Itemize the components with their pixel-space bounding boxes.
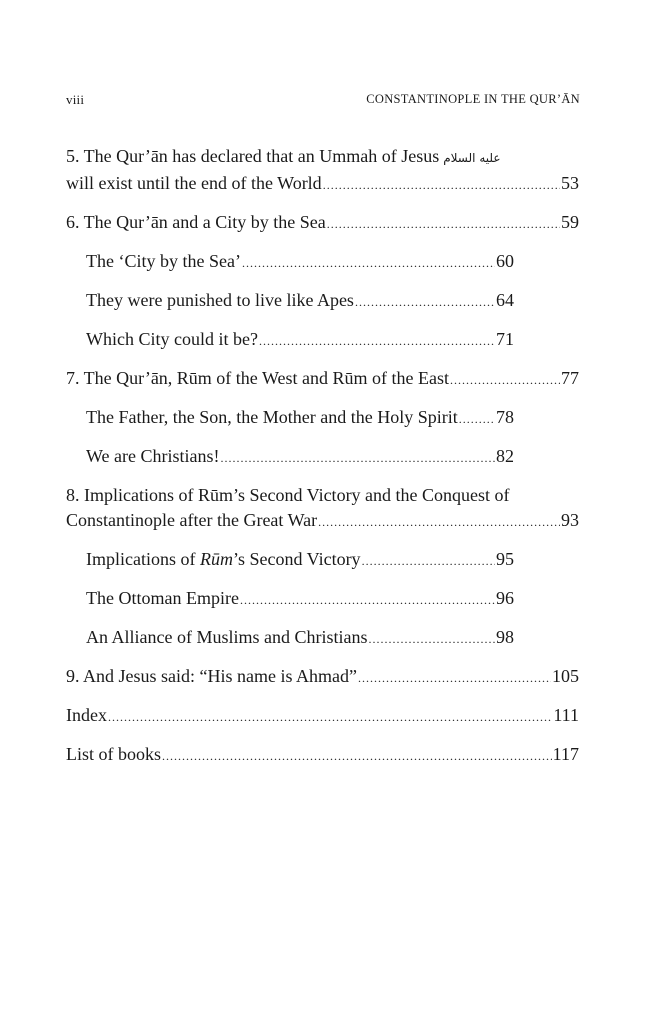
toc-entry-8b[interactable] [66, 586, 514, 613]
toc-entry-7[interactable] [66, 366, 579, 393]
toc-entry-5[interactable] [66, 144, 579, 198]
toc-entry-9-page: 105 [552, 666, 579, 686]
toc-entry-6c[interactable] [66, 327, 514, 354]
toc-entry-5-title-cont: will exist until the end of the World [66, 173, 322, 193]
dot-leader [450, 368, 560, 393]
running-title: CONSTANTINOPLE IN THE QUR’ĀN [366, 92, 580, 106]
toc-entry-7b-title: We are Christians! [86, 446, 220, 466]
page-header [66, 92, 580, 112]
toc-entry-6b-page: 64 [496, 290, 514, 310]
toc-entry-7b[interactable] [66, 444, 514, 471]
toc-entry-5-page: 53 [561, 173, 579, 193]
toc-entry-books-title: List of books [66, 744, 162, 764]
toc-entry-7a[interactable] [66, 405, 514, 432]
table-of-contents [66, 144, 579, 769]
toc-entry-5-title: 5. The Qur’ān has declared that an Ummah of Jesus [66, 146, 440, 166]
toc-entry-7a-page: 78 [496, 407, 514, 427]
dot-leader [318, 510, 560, 535]
dot-leader [459, 407, 495, 432]
toc-entry-8a[interactable] [66, 547, 514, 574]
toc-entry-index-page: 111 [553, 705, 579, 725]
toc-entry-index[interactable] [66, 703, 579, 730]
toc-entry-8a-title [86, 547, 361, 572]
toc-entry-6a[interactable] [66, 249, 514, 276]
toc-entry-8a-title-pre: Implications of [86, 549, 200, 569]
page-folio: viii [66, 92, 85, 107]
toc-entry-6b-title: They were punished to live like Apes [86, 290, 354, 310]
dot-leader [368, 627, 495, 652]
toc-entry-8c[interactable] [66, 625, 514, 652]
toc-entry-9-title: 9. And Jesus said: “His name is Ahmad” [66, 666, 357, 686]
toc-entry-6-title: 6. The Qur’ān and a City by the Sea [66, 212, 326, 232]
dot-leader [108, 705, 552, 730]
toc-entry-8a-page: 95 [496, 549, 514, 569]
toc-entry-6c-page: 71 [496, 329, 514, 349]
toc-entry-8a-title-italic: Rūm [199, 549, 233, 569]
toc-entry-8b-page: 96 [496, 588, 514, 608]
toc-entry-8-page: 93 [561, 510, 579, 530]
toc-entry-8a-title-post: ’s Second Victory [232, 549, 361, 569]
toc-entry-7b-page: 82 [496, 446, 514, 466]
toc-entry-5-line-1 [66, 144, 579, 171]
toc-entry-8-line-1 [66, 483, 579, 508]
dot-leader [259, 329, 495, 354]
toc-entry-6b[interactable] [66, 288, 514, 315]
toc-entry-7-page: 77 [561, 368, 579, 388]
toc-entry-8c-page: 98 [496, 627, 514, 647]
dot-leader [355, 290, 495, 315]
dot-leader [162, 744, 552, 769]
dot-leader [327, 212, 560, 237]
toc-entry-8[interactable] [66, 483, 579, 535]
toc-entry-8c-title: An Alliance of Muslims and Christians [86, 627, 368, 647]
dot-leader [240, 588, 495, 613]
toc-entry-8-title-cont: Constantinople after the Great War [66, 510, 318, 530]
toc-entry-6c-title: Which City could it be? [86, 329, 258, 349]
toc-entry-8-title: 8. Implications of Rūm’s Second Victory and the Conquest of [66, 485, 510, 505]
toc-entry-9[interactable] [66, 664, 579, 691]
dot-leader [323, 173, 560, 198]
toc-entry-books[interactable] [66, 742, 579, 769]
toc-entry-6a-page: 60 [496, 251, 514, 271]
toc-entry-8b-title: The Ottoman Empire [86, 588, 239, 608]
toc-entry-6a-title: The ‘City by the Sea’ [86, 251, 241, 271]
toc-entry-7-title: 7. The Qur’ān, Rūm of the West and Rūm of the East [66, 368, 449, 388]
toc-entry-6-page: 59 [561, 212, 579, 232]
dot-leader [221, 446, 495, 471]
dot-leader [358, 666, 551, 691]
toc-entry-5-line-2 [66, 171, 579, 198]
toc-entry-index-title: Index [66, 705, 107, 725]
toc-entry-books-page: 117 [552, 744, 579, 764]
toc-entry-8-line-2 [66, 508, 579, 535]
toc-entry-5-arabic: عليه السلام [443, 151, 501, 165]
toc-entry-6[interactable] [66, 210, 579, 237]
toc-entry-7a-title: The Father, the Son, the Mother and the Holy Spirit [86, 407, 458, 427]
dot-leader [362, 549, 495, 574]
dot-leader [242, 251, 495, 276]
